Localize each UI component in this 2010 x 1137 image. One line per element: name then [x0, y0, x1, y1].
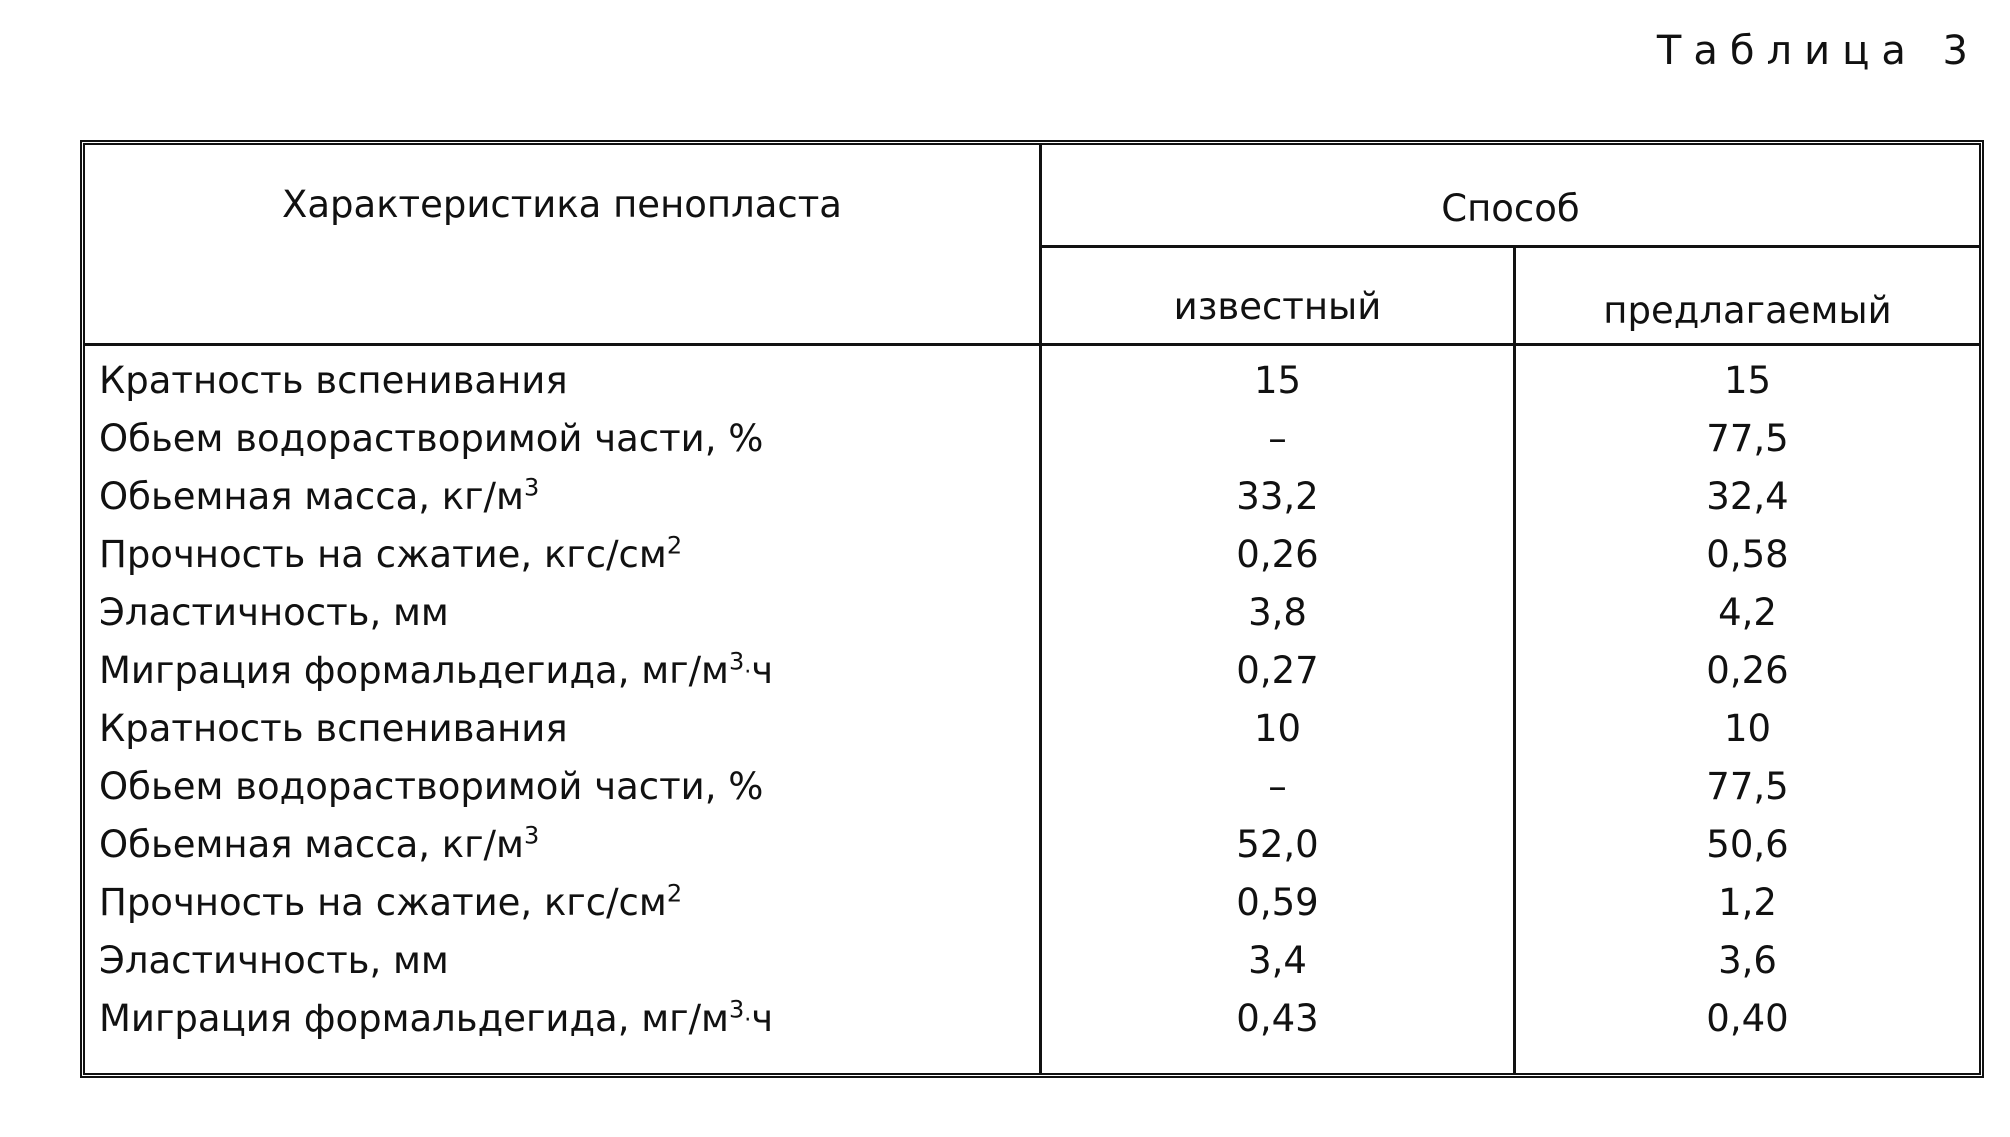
row-label-text: Миграция формальдегида, мг/м	[99, 649, 729, 692]
value-proposed: 0,58	[1706, 533, 1789, 576]
table-caption: Таблица 3	[1656, 28, 1980, 74]
row-label-text: Обьем водорастворимой части, %	[99, 417, 764, 460]
value-known: 0,27	[1236, 649, 1319, 692]
value-proposed: 32,4	[1706, 475, 1789, 518]
row-label	[99, 649, 773, 692]
value-known: 52,0	[1236, 823, 1319, 866]
row-label	[99, 881, 682, 924]
unit-exponent: 2	[666, 879, 683, 908]
value-proposed: 50,6	[1706, 823, 1789, 866]
multiplication-dot: ·	[744, 1008, 752, 1033]
table-row	[85, 939, 1979, 997]
table-row	[85, 765, 1979, 823]
row-label-text: Обьем водорастворимой части, %	[99, 765, 764, 808]
row-label	[99, 823, 539, 866]
row-label-text: Обьемная масса, кг/м	[99, 475, 524, 518]
unit-exponent: 3	[523, 473, 540, 502]
row-label	[99, 533, 682, 576]
header-known: известный	[1173, 285, 1382, 328]
value-known: 0,59	[1236, 881, 1319, 924]
table-row	[85, 997, 1979, 1055]
value-proposed: 0,26	[1706, 649, 1789, 692]
value-known: 3,4	[1248, 939, 1307, 982]
row-label	[99, 765, 763, 808]
row-label-text: Кратность вспенивания	[99, 707, 568, 750]
value-proposed: 15	[1723, 359, 1772, 402]
value-proposed: 3,6	[1718, 939, 1777, 982]
table-row	[85, 359, 1979, 417]
unit-suffix: ч	[751, 997, 774, 1040]
row-label-text: Эластичность, мм	[99, 939, 449, 982]
unit-exponent: 2	[666, 531, 683, 560]
value-proposed: 1,2	[1718, 881, 1777, 924]
table-row	[85, 707, 1979, 765]
header-divider	[85, 343, 1979, 346]
table-row	[85, 533, 1979, 591]
row-label	[99, 591, 449, 634]
row-label-text: Кратность вспенивания	[99, 359, 568, 402]
table-row	[85, 649, 1979, 707]
row-label-text: Прочность на сжатие, кгс/см	[99, 533, 667, 576]
row-label-text: Обьемная масса, кг/м	[99, 823, 524, 866]
row-label-text: Прочность на сжатие, кгс/см	[99, 881, 667, 924]
value-known: 0,43	[1236, 997, 1319, 1040]
header-characteristic: Характеристика пенопласта	[282, 183, 842, 226]
value-known: 3,8	[1248, 591, 1307, 634]
value-proposed: 0,40	[1706, 997, 1789, 1040]
value-proposed: 77,5	[1706, 417, 1789, 460]
row-label-text: Миграция формальдегида, мг/м	[99, 997, 729, 1040]
value-known: –	[1268, 417, 1287, 460]
value-proposed: 77,5	[1706, 765, 1789, 808]
table-row	[85, 881, 1979, 939]
value-known: 0,26	[1236, 533, 1319, 576]
header-divider	[1042, 245, 1979, 248]
table-row	[85, 823, 1979, 881]
row-label	[99, 939, 449, 982]
row-label	[99, 417, 763, 460]
unit-exponent: 3	[523, 821, 540, 850]
value-known: 33,2	[1236, 475, 1319, 518]
row-label	[99, 359, 568, 402]
row-label	[99, 997, 773, 1040]
value-proposed: 4,2	[1718, 591, 1777, 634]
unit-exponent: 3	[728, 995, 745, 1024]
row-label	[99, 475, 539, 518]
header-method: Способ	[1441, 187, 1580, 230]
value-proposed: 10	[1723, 707, 1772, 750]
value-known: –	[1268, 765, 1287, 808]
unit-suffix: ч	[751, 649, 774, 692]
unit-exponent: 3	[728, 647, 745, 676]
value-known: 10	[1253, 707, 1302, 750]
properties-table	[80, 140, 1984, 1078]
value-known: 15	[1253, 359, 1302, 402]
row-label	[99, 707, 568, 750]
header-proposed: предлагаемый	[1603, 289, 1892, 332]
row-label-text: Эластичность, мм	[99, 591, 449, 634]
multiplication-dot: ·	[744, 660, 752, 685]
table-body	[85, 359, 1979, 1055]
table-row	[85, 417, 1979, 475]
table-row	[85, 475, 1979, 533]
table-row	[85, 591, 1979, 649]
